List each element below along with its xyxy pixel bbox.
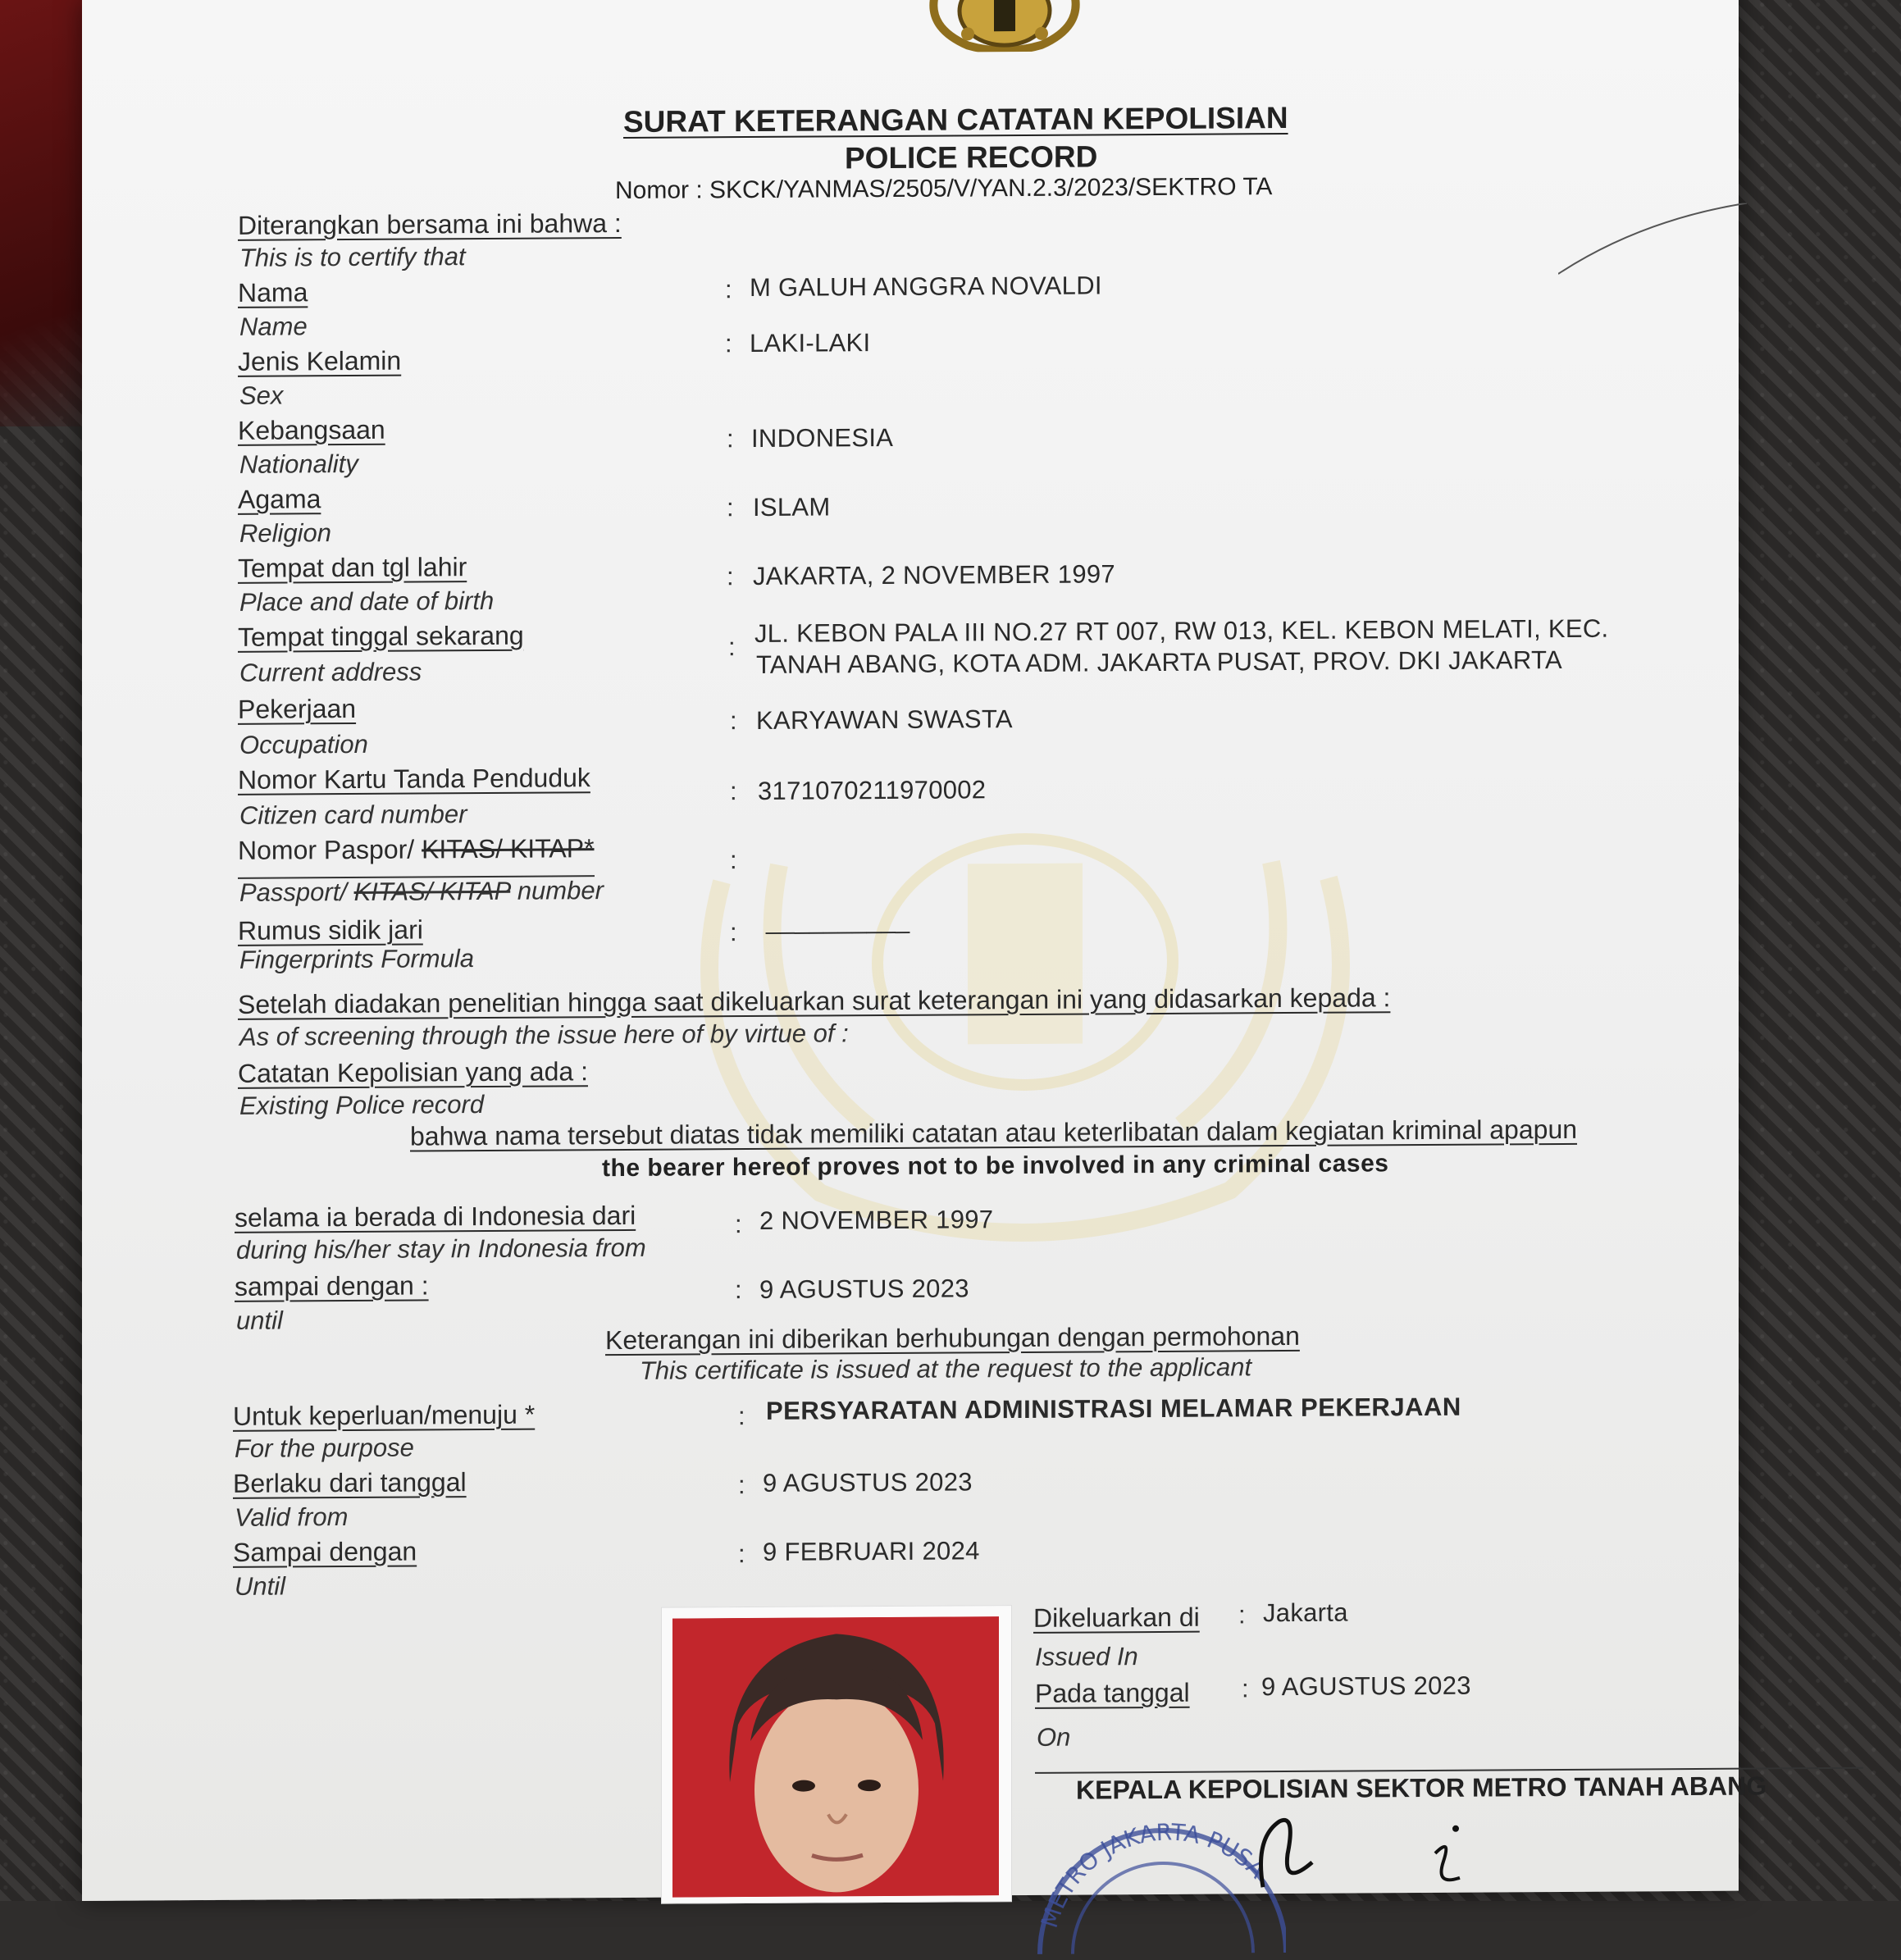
valid-from-label: Berlaku dari tanggal — [233, 1467, 467, 1498]
stay-from-value: 2 NOVEMBER 1997 — [759, 1205, 994, 1235]
screening-id: Setelah diadakan penelitian hingga saat dikeluarkan surat keterangan ini yang didasarkan kepada : — [238, 982, 1391, 1019]
religion-colon: : — [727, 493, 734, 522]
name-label: Nama — [238, 277, 308, 308]
valid-until-value: 9 FEBRUARI 2024 — [763, 1536, 980, 1566]
passport-label-struck: KITAS/ KITAP* — [422, 833, 595, 864]
issued-note-id: Keterangan ini diberikan berhubungan dengan permohonan — [605, 1320, 1300, 1356]
stamp-text: METRO JAKARTA PUSA — [1035, 1818, 1271, 1931]
address-value-line1: JL. KEBON PALA III NO.27 RT 007, RW 013, KEL. KEBON MELATI, KEC. — [754, 613, 1609, 648]
applicant-portrait-icon — [672, 1616, 999, 1897]
name-label-en: Name — [239, 312, 308, 341]
issued-on-label-en: On — [1037, 1722, 1071, 1752]
passport-label — [238, 833, 595, 879]
birth-label-en: Place and date of birth — [239, 586, 495, 617]
stay-from-colon: : — [735, 1210, 742, 1239]
document-subtitle: POLICE RECORD — [845, 139, 1098, 175]
applicant-photo — [672, 1616, 999, 1897]
birth-colon: : — [727, 562, 734, 591]
occupation-label: Pekerjaan — [238, 693, 357, 724]
svg-text:METRO JAKARTA PUSA — [1036, 1818, 1271, 1931]
document-number: Nomor : SKCK/YANMAS/2505/V/YAN.2.3/2023/SEKTRO TA — [615, 173, 1273, 205]
record-en: Existing Police record — [239, 1090, 485, 1120]
nik-colon: : — [730, 777, 737, 806]
occupation-colon: : — [730, 706, 737, 736]
stay-until-value: 9 AGUSTUS 2023 — [759, 1274, 969, 1304]
passport-colon: : — [730, 846, 737, 875]
issued-in-label-en: Issued In — [1035, 1642, 1138, 1671]
valid-until-label-en: Until — [235, 1571, 286, 1601]
stay-until-colon: : — [735, 1275, 742, 1305]
issued-on-colon: : — [1242, 1674, 1249, 1703]
intro-en: This is to certify that — [239, 242, 466, 272]
valid-until-label: Sampai dengan — [233, 1536, 417, 1567]
pen-mark-icon — [1558, 203, 1747, 278]
fingerprint-label-en: Fingerprints Formula — [239, 944, 474, 974]
issued-note-en: This certificate is issued at the request to the applicant — [640, 1352, 1252, 1385]
issued-in-colon: : — [1238, 1600, 1246, 1630]
statement-en: the bearer hereof proves not to be involved in any criminal cases — [602, 1150, 1389, 1183]
intro-id: Diterangkan bersama ini bahwa : — [238, 207, 622, 240]
nationality-label-en: Nationality — [239, 449, 358, 479]
issued-on-value: 9 AGUSTUS 2023 — [1261, 1671, 1471, 1702]
address-value-line2: TANAH ABANG, KOTA ADM. JAKARTA PUSAT, PROV. DKI JAKARTA — [756, 645, 1562, 679]
signature-icon — [1247, 1803, 1509, 1895]
occupation-value: KARYAWAN SWASTA — [756, 704, 1013, 735]
valid-from-colon: : — [738, 1470, 745, 1500]
passport-label-en — [239, 876, 604, 908]
passport-label-en-a: Passport/ — [239, 877, 354, 907]
valid-until-colon: : — [738, 1539, 745, 1569]
fingerprint-label: Rumus sidik jari — [238, 914, 423, 946]
birth-value: JAKARTA, 2 NOVEMBER 1997 — [753, 559, 1115, 591]
sex-label-en: Sex — [239, 381, 284, 410]
document-title: SURAT KETERANGAN CATATAN KEPOLISIAN — [623, 101, 1288, 139]
birth-label: Tempat dan tgl lahir — [238, 552, 467, 583]
passport-label-en-struck: KITAS/ KITAP — [353, 876, 511, 906]
passport-label-en-c: number — [510, 876, 604, 905]
religion-label-en: Religion — [239, 518, 332, 548]
sex-label: Jenis Kelamin — [238, 345, 402, 376]
religion-label: Agama — [238, 484, 321, 514]
nik-value: 3171070211970002 — [758, 775, 987, 805]
signatory-title: KEPALA KEPOLISIAN SEKTOR METRO TANAH ABANG — [1076, 1771, 1767, 1805]
address-label-en: Current address — [239, 657, 422, 687]
religion-value: ISLAM — [753, 492, 831, 522]
fingerprint-value: __________ — [766, 905, 910, 935]
address-colon: : — [728, 632, 736, 662]
issued-in-label: Dikeluarkan di — [1033, 1602, 1200, 1633]
nationality-value: INDONESIA — [751, 422, 894, 454]
nik-label: Nomor Kartu Tanda Penduduk — [238, 763, 590, 795]
name-value: M GALUH ANGGRA NOVALDI — [750, 271, 1102, 303]
issued-on-label: Pada tanggal — [1035, 1677, 1190, 1708]
purpose-label: Untuk keperluan/menuju * — [233, 1399, 536, 1431]
nationality-colon: : — [727, 424, 734, 454]
name-colon: : — [725, 275, 732, 304]
police-emblem-icon — [919, 0, 1091, 52]
purpose-value: PERSYARATAN ADMINISTRASI MELAMAR PEKERJAAN — [766, 1392, 1461, 1425]
nik-label-en: Citizen card number — [239, 800, 467, 830]
issued-in-value: Jakarta — [1263, 1598, 1348, 1628]
valid-from-value: 9 AGUSTUS 2023 — [763, 1467, 973, 1497]
purpose-colon: : — [738, 1402, 745, 1431]
purpose-label-en: For the purpose — [235, 1433, 414, 1463]
passport-label-part-a: Nomor Paspor/ — [238, 834, 422, 865]
screening-en: As of screening through the issue here of by virtue of : — [239, 1019, 849, 1051]
fingerprint-colon: : — [730, 918, 737, 947]
valid-from-label-en: Valid from — [235, 1502, 349, 1532]
police-record-document — [82, 0, 1767, 1931]
occupation-label-en: Occupation — [239, 729, 368, 759]
sex-value: LAKI-LAKI — [750, 328, 871, 358]
stay-until-label: sampai dengan : — [235, 1270, 429, 1301]
sex-colon: : — [725, 329, 732, 358]
stay-from-label-en: during his/her stay in Indonesia from — [236, 1233, 646, 1265]
stay-until-label-en: until — [236, 1306, 283, 1335]
record-id: Catatan Kepolisian yang ada : — [238, 1056, 588, 1088]
nationality-label: Kebangsaan — [238, 414, 385, 445]
address-label: Tempat tinggal sekarang — [238, 620, 524, 652]
stay-from-label: selama ia berada di Indonesia dari — [235, 1200, 636, 1233]
statement-id: bahwa nama tersebut diatas tidak memiliki catatan atau keterlibatan dalam kegiatan kriminal apapun — [410, 1114, 1578, 1151]
